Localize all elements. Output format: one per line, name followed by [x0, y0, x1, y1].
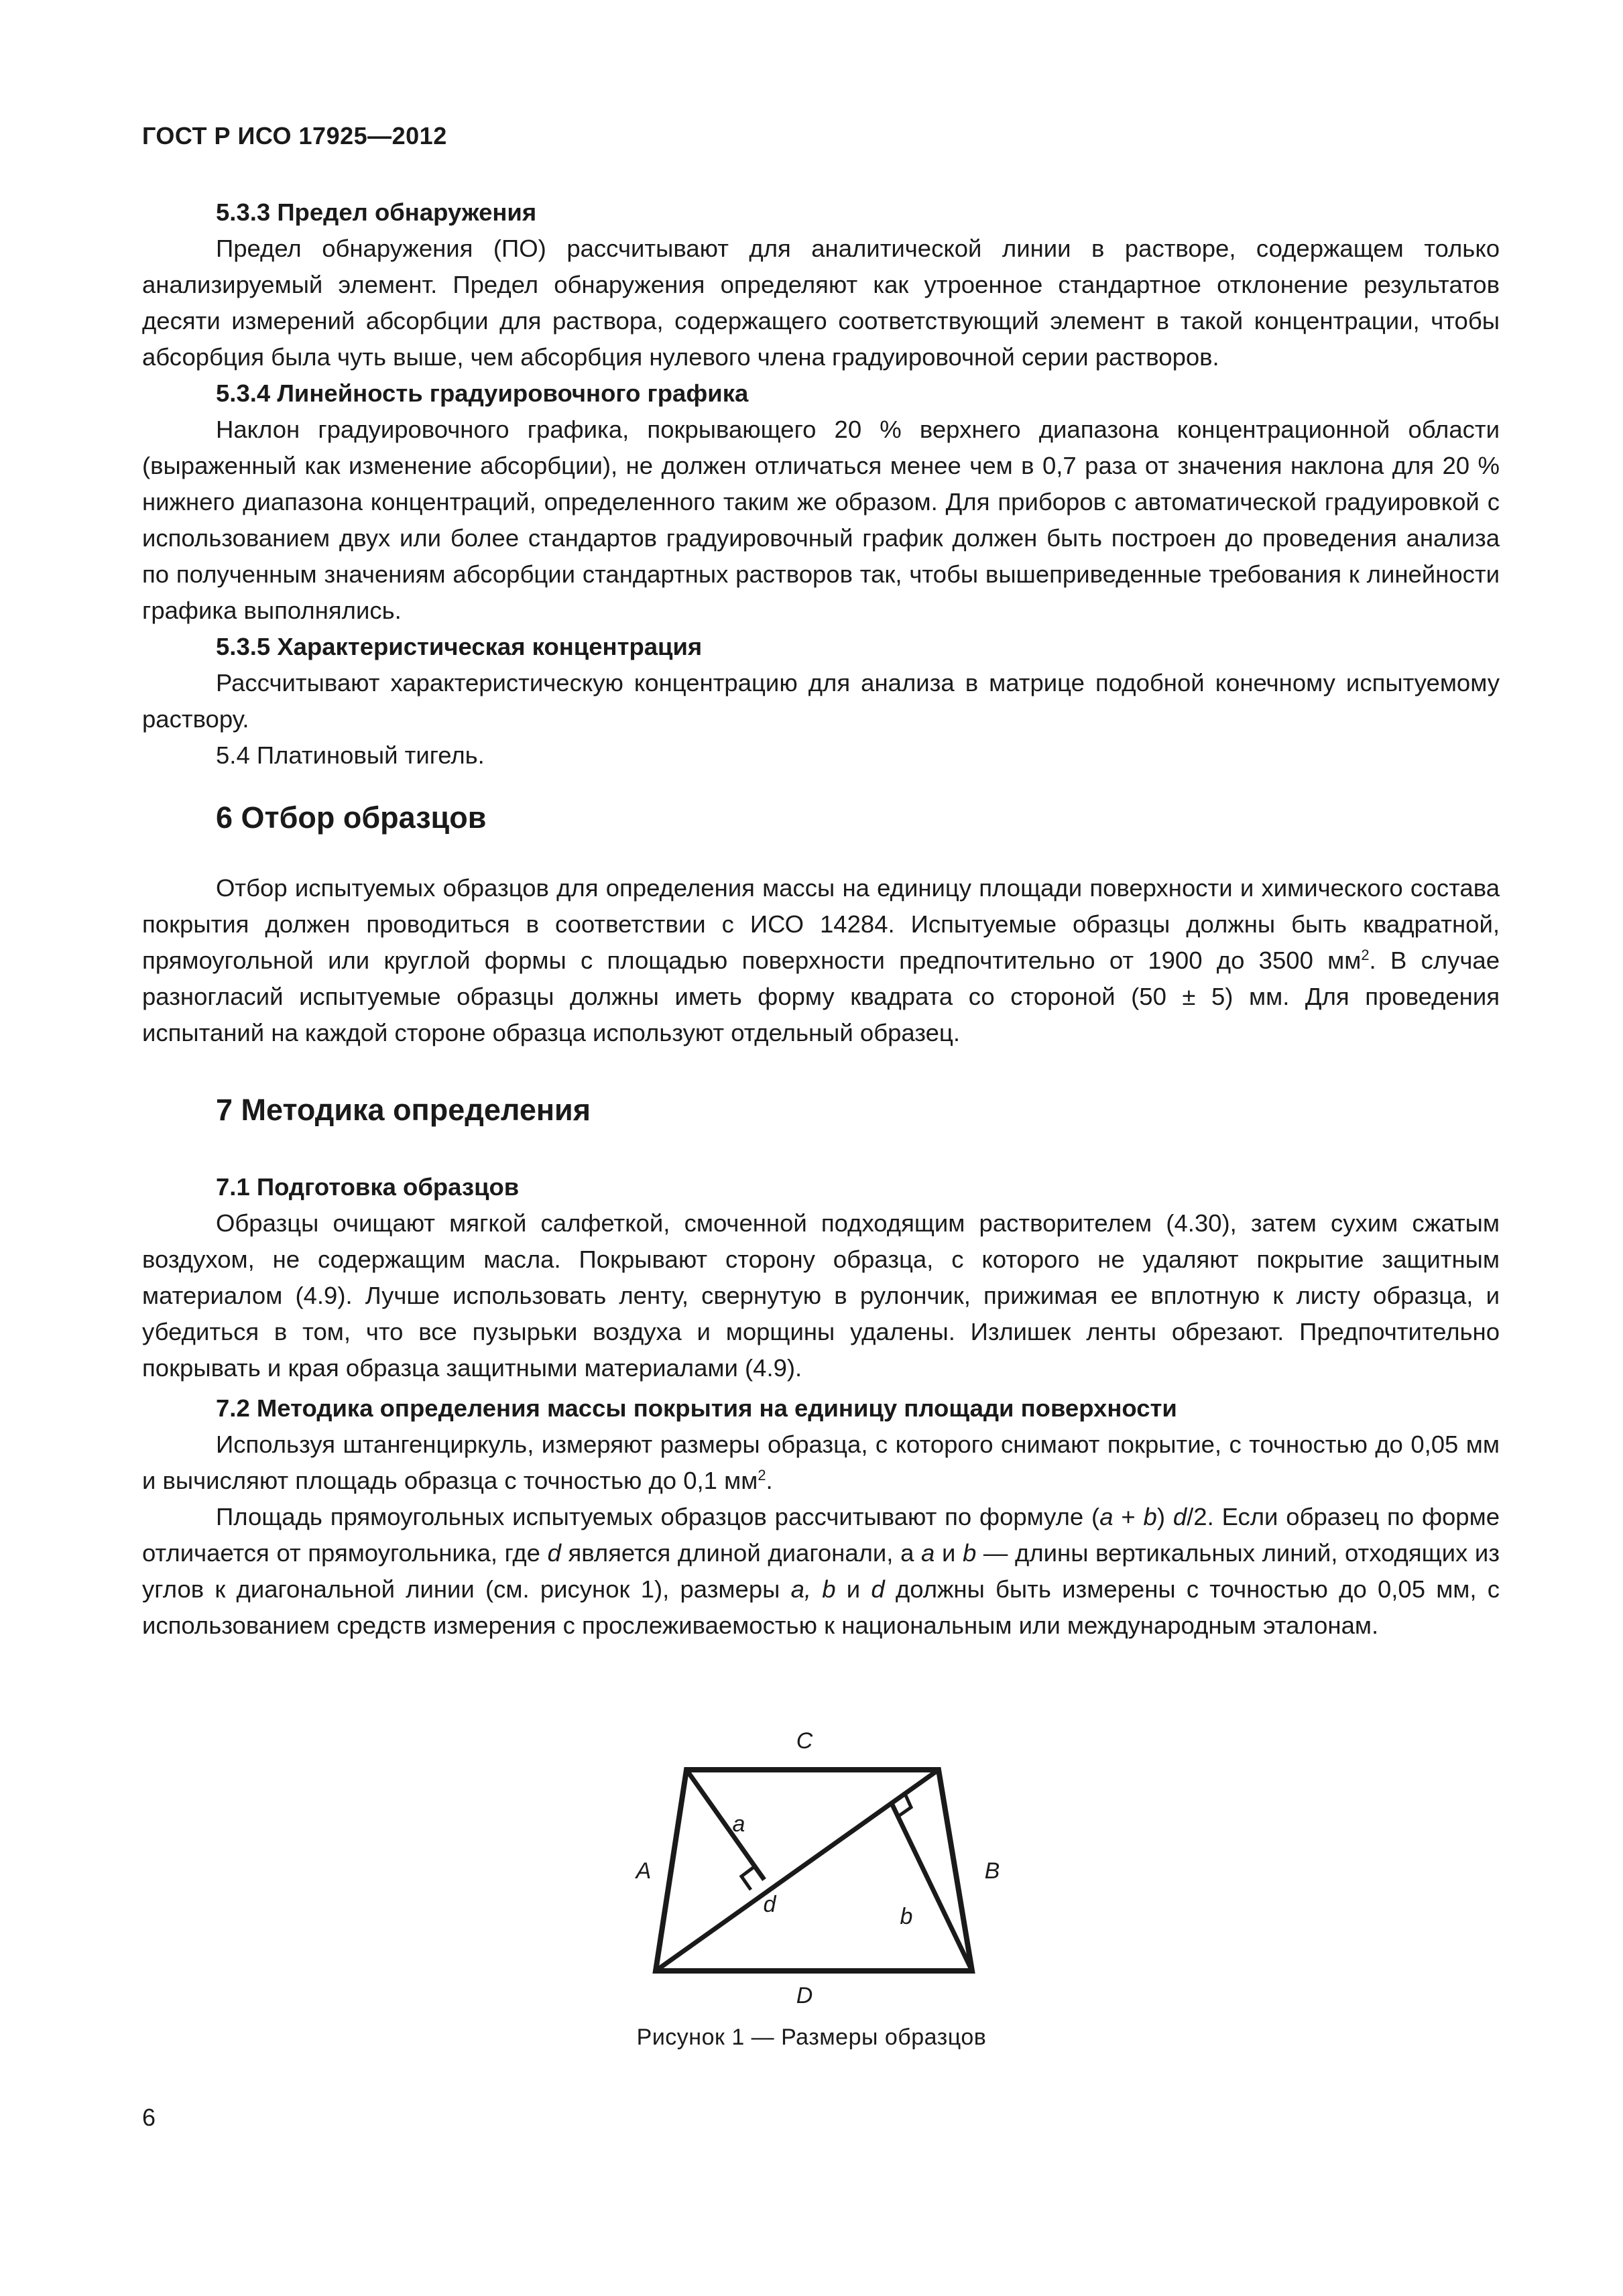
section-5-4-text: 5.4 Платиновый тигель. [216, 741, 485, 769]
document-body [142, 194, 1500, 1644]
label-d: d [763, 1892, 776, 1917]
sample-dimensions-figure [623, 1703, 1053, 2008]
section-5-3-3-title: 5.3.3 Предел обнаружения [216, 198, 537, 226]
perpendicular-a [686, 1770, 764, 1880]
label-b: b [900, 1904, 913, 1929]
diagonal-d [656, 1770, 939, 1971]
section-7-2-para-1: Используя штангенциркуль, измеряют размеры образца, с которого снимают покрытие, с точностью до 0,05 мм и вычисляют площадь образца с точностью до 0,1 $мм^2$. [142, 1431, 1500, 1494]
label-D: D [796, 1983, 813, 2008]
label-A: A [636, 1858, 652, 1884]
standard-header: ГОСТ Р ИСО 17925—2012 [142, 122, 447, 149]
right-angle-marker-a [741, 1866, 755, 1890]
section-7-title: 7 Методика определения [216, 1093, 591, 1127]
section-5-3-5-text: Рассчитывают характеристическую концентрацию для анализа в матрице подобной конечному испытуемому раствору. [142, 669, 1500, 733]
label-C: C [796, 1728, 813, 1754]
section-7-1-text: Образцы очищают мягкой салфеткой, смоченной подходящим растворителем (4.30), затем сухим сжатым воздухом, не содержащим масла. Покрывают сторону образца, с которого не удаляют покрытие защитным материалом (4.9). Лучше использовать ленту, свернутую в рулончик, прижимая ее вплотную к листу образца, и убедиться в том, что все пузырьки воздуха и морщины удалены. Излишек ленты обрезают. Предпочтительно покрывать и края образца защитными материалами (4.9). [142, 1209, 1500, 1382]
section-7-2-title: 7.2 Методика определения массы покрытия на единицу площади поверхности [216, 1394, 1177, 1422]
figure-caption: Рисунок 1 — Размеры образцов [636, 2025, 987, 2050]
section-6-title: 6 Отбор образцов [216, 800, 487, 835]
section-6-text: Отбор испытуемых образцов для определения массы на единицу площади поверхности и химического состава покрытия должен проводиться в соответствии с ИСО 14284. Испытуемые образцы должны быть квадратной, прямоугольной или круглой формы с площадью поверхности предпочтительно от 1900 до 3500 $мм^2$. В случае разногласий испытуемые образцы должны иметь форму квадрата со стороной (50 ± 5) мм. Для проведения испытаний на каждой стороне образца используют отдельный образец. [142, 874, 1500, 1046]
label-a: a [732, 1811, 745, 1837]
section-5-3-4-title: 5.3.4 Линейность градуировочного графика [216, 379, 749, 407]
section-5-3-4-text: Наклон градуировочного графика, покрывающего 20 % верхнего диапазона концентрационной области (выраженный как изменение абсорбции), не должен отличаться менее чем в 0,7 раза от значения наклона для 20 % нижнего диапазона концентраций, определенного таким же образом. Для приборов с автоматической градуировкой с использованием двух или более стандартов градуировочный график должен быть построен до проведения анализа по полученным значениям абсорбции стандартных растворов так, чтобы вышеприведенные требования к линейности графика выполнялись. [142, 416, 1500, 624]
section-7-1-title: 7.1 Подготовка образцов [216, 1173, 520, 1201]
section-5-3-3-text: Предел обнаружения (ПО) рассчитывают для аналитической линии в растворе, содержащем только анализируемый элемент. Предел обнаружения определяют как утроенное стандартное отклонение результатов десяти измерений абсорбции для раствора, содержащего соответствующий элемент в такой концентрации, чтобы абсорбция была чуть выше, чем абсорбция нулевого члена градуировочной серии растворов. [142, 235, 1500, 371]
section-7-2-para-2: Площадь прямоугольных испытуемых образцов рассчитывают по формуле (a + b) d/2. Если образец по форме отличается от прямоугольника, где d является длиной диагонали, а a и b — длины вертикальных линий, отходящих из углов к диагональной линии (см. рисунок 1), размеры a, b и d должны быть измерены с точностью до 0,05 мм, с использованием средств измерения с прослеживаемостью к национальным или международным эталонам. [142, 1503, 1500, 1639]
page-number: 6 [142, 2104, 156, 2131]
section-5-3-5-title: 5.3.5 Характеристическая концентрация [216, 633, 703, 660]
label-B: B [984, 1858, 1000, 1884]
